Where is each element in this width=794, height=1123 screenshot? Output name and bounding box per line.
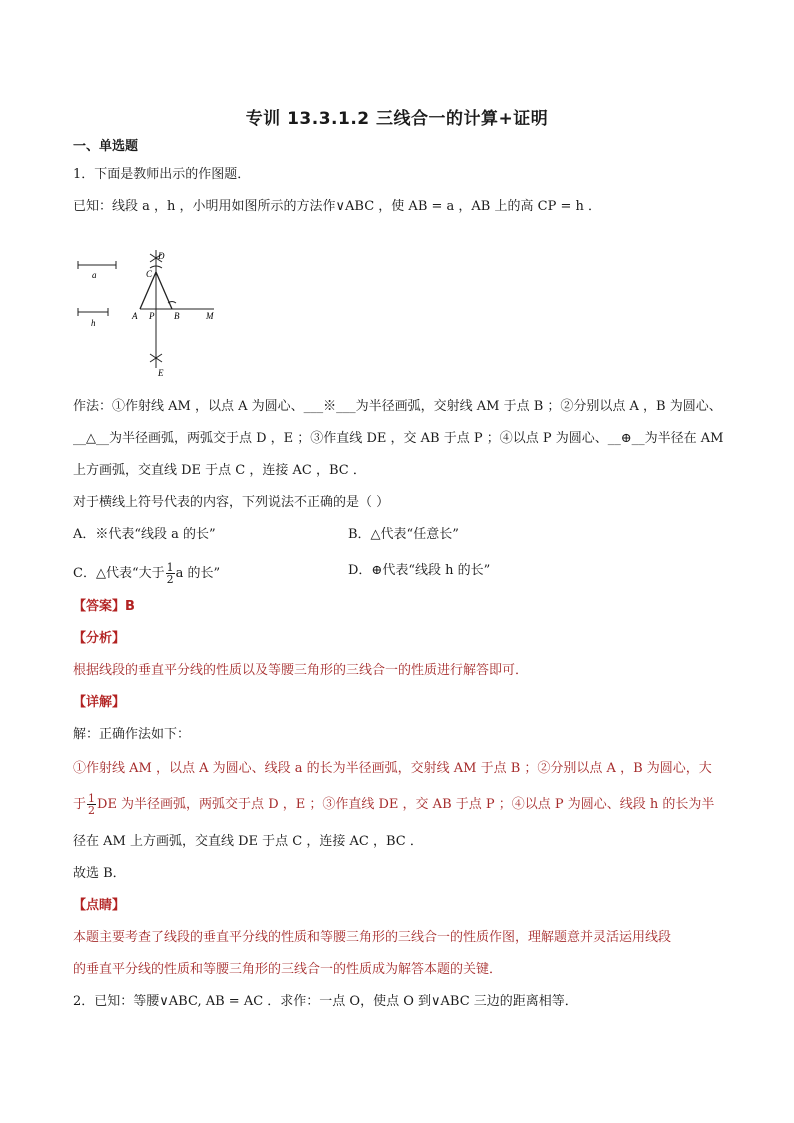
- option-a: A．※代表“线段 a 的长”: [73, 527, 216, 542]
- q2-stem: 2．已知：等腰∨ABC, AB = AC ．求作：一点 O，使点 O 到∨ABC 三边的距离相等．: [73, 994, 578, 1009]
- detail-2-post: DE 为半径画弧，两弧交于点 D ，E ；③作直线 DE ，交 AB 于点 P ；④以点 P 为圆心、线段 h 的长为半: [97, 797, 715, 812]
- q1-stem: 1．下面是教师出示的作图题．: [73, 167, 251, 182]
- fraction-half: [166, 562, 175, 585]
- detail-line-1: ①作射线 AM ，以点 A 为圆心、线段 a 的长为半径画弧，交射线 AM 于点 B ；②分别以点 A ，B 为圆心，大: [73, 761, 712, 776]
- q1-method-2: __△__为半径画弧，两弧交于点 D ，E ；③作直线 DE ，交 AB 于点 P ；④以点 P 为圆心、__⊕__为半径在 AM: [73, 431, 724, 446]
- analysis-tag: 【分析】: [73, 631, 126, 646]
- label-e: E: [158, 368, 164, 378]
- side-bc: [156, 272, 172, 309]
- comment-line-1: 本题主要考查了线段的垂直平分线的性质和等腰三角形的三线合一的性质作图，理解题意并灵活运用线段: [73, 930, 672, 945]
- label-p: P: [149, 311, 155, 321]
- option-c-post: a 的长”: [175, 566, 221, 581]
- frac-den-2: 2: [88, 804, 96, 817]
- q1-question: 对于横线上符号代表的内容，下列说法不正确的是（ ）: [73, 495, 390, 510]
- q1-method-1: 作法：①作射线 AM ，以点 A 为圆心、___※___为半径画弧，交射线 AM 于点 B ；②分别以点 A ，B 为圆心、: [73, 399, 722, 414]
- option-d: D．⊕代表“线段 h 的长”: [348, 563, 491, 578]
- option-b: B．△代表“任意长”: [348, 527, 459, 542]
- comment-line-2: 的垂直平分线的性质和等腰三角形的三线合一的性质成为解答本题的关键．: [73, 962, 503, 977]
- label-a-point: A: [132, 311, 138, 321]
- detail-2-pre: 于: [73, 797, 87, 812]
- page-title: 专训 13.3.1.2 三线合一的计算+证明: [245, 109, 549, 129]
- label-d: D: [158, 251, 165, 261]
- fraction-half-2: [87, 793, 96, 816]
- answer-tag: 【答案】B: [73, 599, 135, 614]
- segment-a-icon: [78, 261, 116, 269]
- section-heading: 一、单选题: [73, 139, 139, 154]
- option-c: [73, 562, 220, 585]
- construction-figure: [72, 250, 222, 380]
- frac-num-2: 1: [88, 792, 96, 805]
- q1-given: 已知：线段 a ，h ，小明用如图所示的方法作∨ABC ，使 AB = a ，AB 上的高 CP = h ．: [73, 199, 601, 214]
- label-m: M: [206, 311, 214, 321]
- option-c-pre: C．△代表“大于: [73, 566, 165, 581]
- detail-line-3: 径在 AM 上方画弧，交直线 DE 于点 C ，连接 AC ，BC ．: [73, 834, 423, 849]
- choose-line: 故选 B．: [73, 866, 126, 881]
- label-b: B: [174, 311, 180, 321]
- segment-h-icon: [78, 308, 108, 316]
- comment-tag: 【点睛】: [73, 898, 126, 913]
- label-a: a: [92, 270, 97, 280]
- detail-intro: 解：正确作法如下：: [73, 727, 191, 742]
- detail-line-2: [73, 793, 714, 816]
- detail-tag: 【详解】: [73, 695, 126, 710]
- label-c: C: [146, 269, 153, 279]
- frac-num: 1: [166, 561, 174, 574]
- label-h: h: [91, 318, 96, 328]
- analysis-text: 根据线段的垂直平分线的性质以及等腰三角形的三线合一的性质进行解答即可．: [73, 663, 529, 678]
- q1-method-3: 上方画弧，交直线 DE 于点 C ，连接 AC ，BC ．: [73, 463, 366, 478]
- frac-den: 2: [166, 573, 174, 586]
